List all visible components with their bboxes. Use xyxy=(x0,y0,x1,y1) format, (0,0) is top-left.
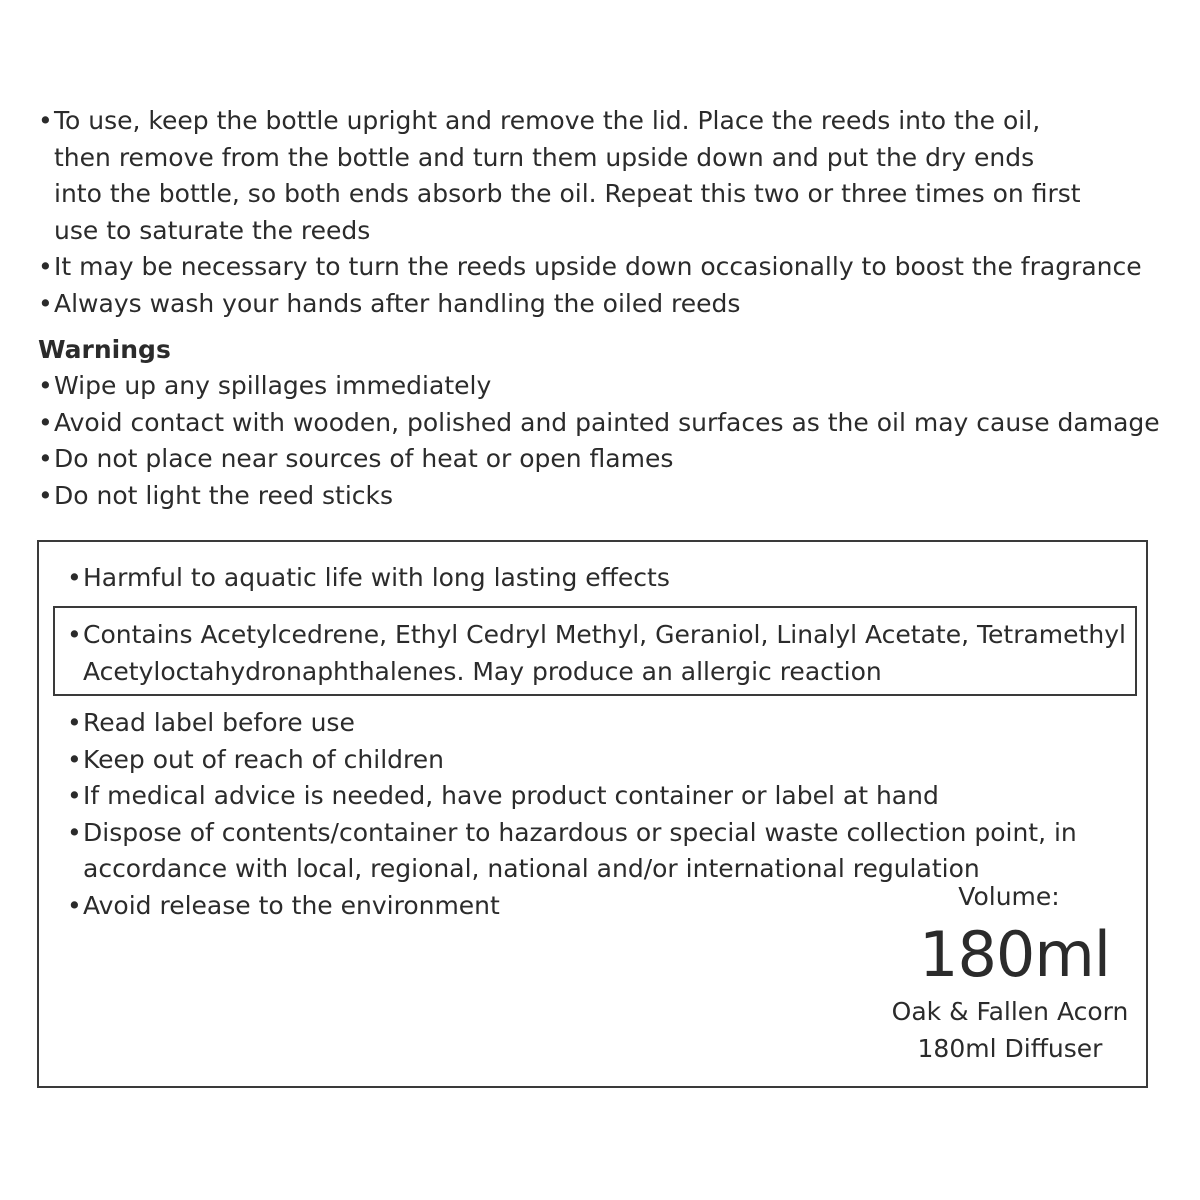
product-name xyxy=(879,993,1141,1067)
precaution-item: • If medical advice is needed, have product container or label at hand xyxy=(67,778,1117,815)
usage-instructions-list xyxy=(38,103,1178,322)
product-name-line: 180ml Diffuser xyxy=(917,1034,1103,1063)
precaution-item: • Dispose of contents/container to hazardous or special waste collection point, in accordance with local, regional, national and/or international regulation xyxy=(67,815,1083,888)
precaution-item: • Avoid release to the environment xyxy=(67,888,1117,925)
aquatic-hazard-statement: • Harmful to aquatic life with long lasting effects xyxy=(67,560,1133,597)
precaution-item: • Read label before use xyxy=(67,705,1117,742)
product-name-line: Oak & Fallen Acorn xyxy=(891,997,1129,1026)
volume-label: Volume: xyxy=(958,882,1060,911)
warning-item: • Do not place near sources of heat or open flames xyxy=(38,441,1178,478)
hazard-information-box xyxy=(37,540,1148,1088)
instruction-item: • It may be necessary to turn the reeds upside down occasionally to boost the fragrance xyxy=(38,249,1178,286)
instruction-item: • To use, keep the bottle upright and remove the lid. Place the reeds into the oil, then remove from the bottle and turn them upside down and put the dry ends into the bottle, so both ends absorb the oil. Repeat this two or three times on first use to saturate the reeds xyxy=(38,103,1178,249)
volume-value: 180ml xyxy=(919,918,1110,991)
warning-item: • Wipe up any spillages immediately xyxy=(38,368,1178,405)
warning-item: • Avoid contact with wooden, polished and painted surfaces as the oil may cause damage xyxy=(38,405,1178,442)
allergen-box xyxy=(53,606,1137,696)
warning-item: • Do not light the reed sticks xyxy=(38,478,1178,515)
instruction-item: • Always wash your hands after handling the oiled reeds xyxy=(38,286,1178,323)
warnings-heading: Warnings xyxy=(38,335,171,364)
allergen-statement: • Contains Acetylcedrene, Ethyl Cedryl Methyl, Geraniol, Linalyl Acetate, Tetramethyl Acetyloctahydronaphthalenes. May produce an allergic reaction xyxy=(67,617,1143,690)
warnings-list xyxy=(38,368,1178,514)
precaution-item: • Keep out of reach of children xyxy=(67,742,1117,779)
